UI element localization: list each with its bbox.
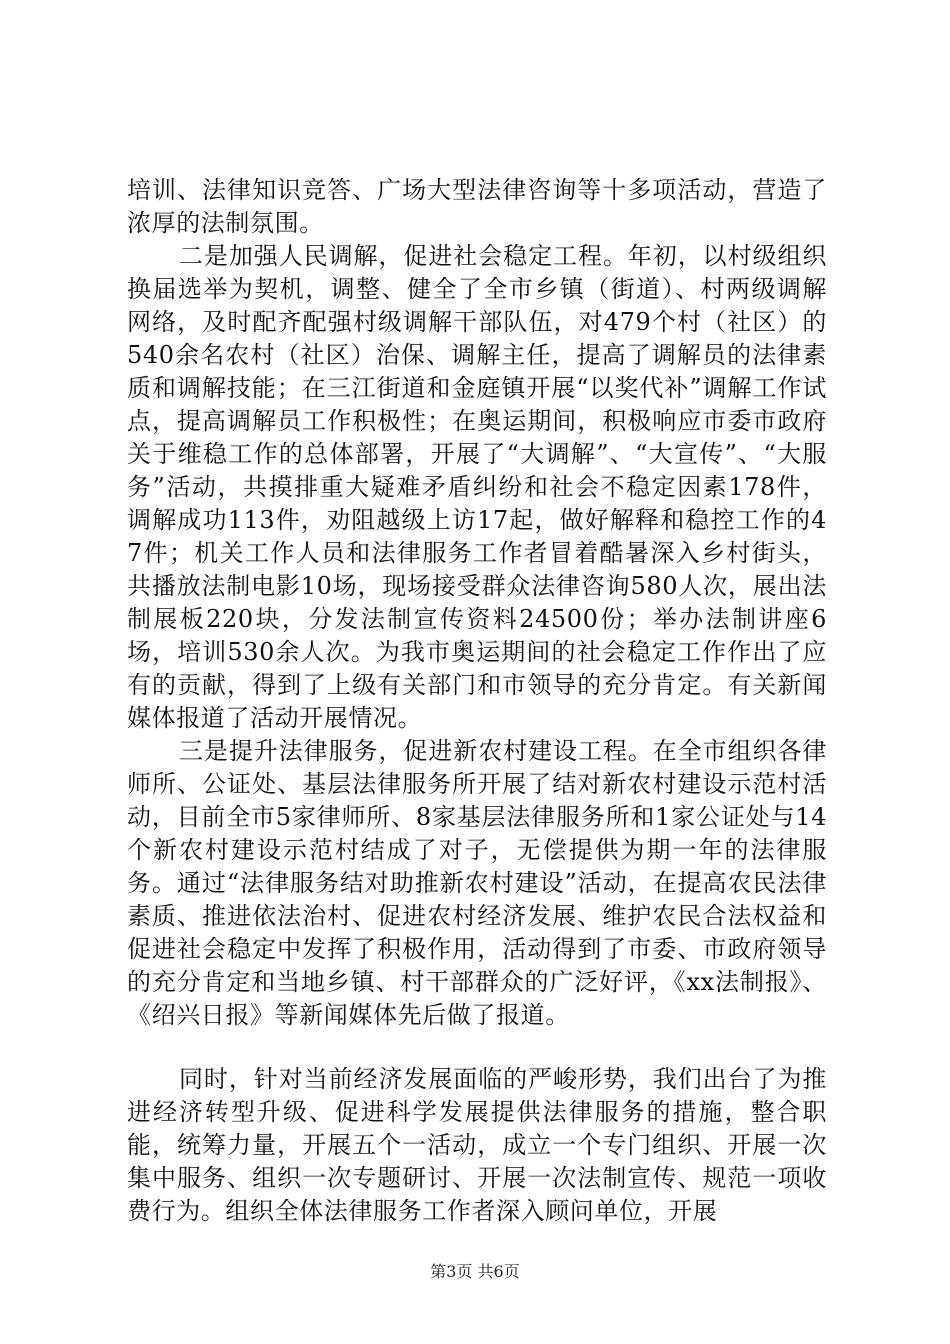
document-body xyxy=(127,174,827,1228)
paragraph-legal-service: 三是提升法律服务，促进新农村建设工程。在全市组织各律师所、公证处、基层法律服务所开展了结对新农村建设示范村活动，目前全市5家律师所、8家基层法律服务所和1家公证处与14个新农村建设示范村结成了对子，无偿提供为期一年的法律服务。通过“法律服务结对助推新农村建设”活动，在提高农民法律素质、推进依法治村、促进农村经济发展、维护农民合法权益和促进社会稳定中发挥了积极作用，活动得到了市委、市政府领导的充分肯定和当地乡镇、村干部群众的广泛好评，《xx法制报》、《绍兴日报》等新闻媒体先后做了报道。 xyxy=(127,737,827,1029)
paragraph-continuation: 培训、法律知识竞答、广场大型法律咨询等十多项活动，营造了浓厚的法制氛围。 xyxy=(127,176,827,237)
page-footer xyxy=(0,1262,950,1282)
page-number-label: 第3页 共6页 xyxy=(430,1262,520,1281)
paragraph-economic-transformation: 同时，针对当前经济发展面临的严峻形势，我们出台了为推进经济转型升级、促进科学发展提供法律服务的措施，整合职能，统筹力量，开展五个一活动，成立一个专门组织、开展一次集中服务、组织一次专题研讨、开展一次法制宣传、规范一项收费行为。组织全体法律服务工作者深入顾问单位，开展 xyxy=(127,1065,827,1225)
paragraph-people-mediation: 二是加强人民调解，促进社会稳定工程。年初，以村级组织换届选举为契机，调整、健全了全市乡镇（街道）、村两级调解网络，及时配齐配强村级调解干部队伍，对479个村（社区）的540余名农村（社区）治保、调解主任，提高了调解员的法律素质和调解技能；在三江街道和金庭镇开展“以奖代补”调解工作试点，提高调解员工作积极性；在奥运期间，积极响应市委市政府关于维稳工作的总体部署，开展了“大调解”、“大宣传”、“大服务”活动，共摸排重大疑难矛盾纠纷和社会不稳定因素178件，调解成功113件，劝阻越级上访17起，做好解释和稳控工作的47件；机关工作人员和法律服务工作者冒着酷暑深入乡村街头，共播放法制电影10场，现场接受群众法律咨询580人次，展出法制展板220块，分发法制宣传资料24500份；举办法制讲座6场，培训530余人次。为我市奥运期间的社会稳定工作作出了应有的贡献，得到了上级有关部门和市领导的充分肯定。有关新闻媒体报道了活动开展情况。 xyxy=(127,242,827,732)
